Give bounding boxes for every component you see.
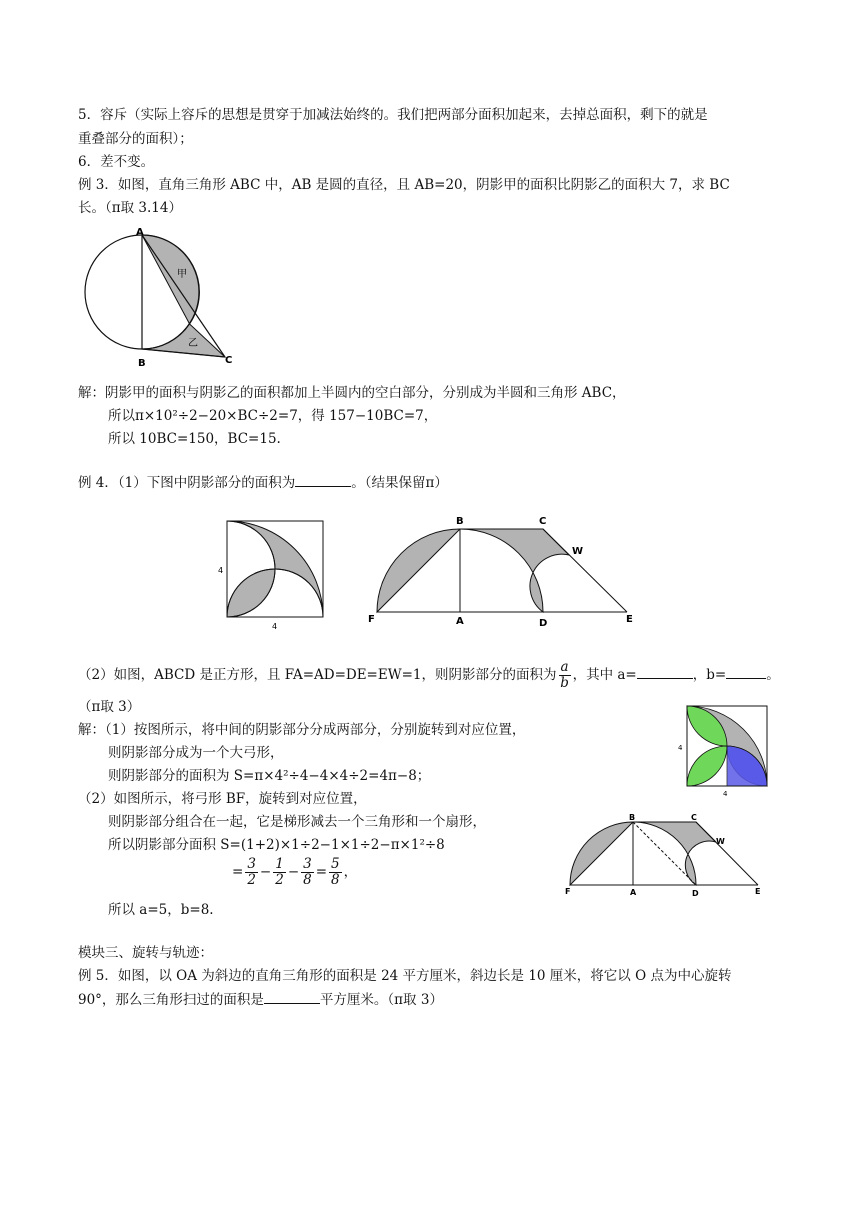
side-label-v: 4 bbox=[218, 566, 224, 575]
solution-4-line2: 则阴影部分成为一个大弓形， bbox=[108, 745, 284, 761]
answer-blank bbox=[264, 989, 320, 1004]
minus: − bbox=[259, 864, 272, 880]
label-c: C bbox=[225, 355, 233, 366]
num: 3 bbox=[303, 856, 312, 872]
green-lower bbox=[687, 746, 727, 786]
num: 3 bbox=[247, 856, 256, 872]
equals: = bbox=[315, 864, 328, 880]
example-4-end: 。 bbox=[766, 667, 780, 683]
label-b: B bbox=[138, 358, 146, 369]
example-3-line1: 例 3．如图，直角三角形 ABC 中，AB 是圆的直径，且 AB=20，阴影甲的面积比阴影乙的面积大 7，求 BC bbox=[78, 177, 730, 193]
side-label-h: 4 bbox=[723, 790, 728, 798]
den: 8 bbox=[303, 872, 312, 888]
label-jia: 甲 bbox=[177, 269, 187, 280]
num: 5 bbox=[331, 856, 340, 872]
module-3-heading: 模块三、旋转与轨迹： bbox=[78, 945, 213, 961]
a-blank bbox=[637, 664, 693, 679]
label-a: A bbox=[630, 888, 637, 897]
fraction-3-8 bbox=[301, 857, 314, 888]
example-4-line1 bbox=[78, 472, 448, 493]
shade-segment bbox=[570, 822, 633, 885]
label-b: B bbox=[629, 813, 636, 822]
figure-trapezoid-solution bbox=[560, 812, 770, 902]
solution-4-line5: 则阴影部分组合在一起，它是梯形减去一个三角形和一个扇形， bbox=[108, 814, 486, 830]
example-4-b-label: ，b= bbox=[692, 667, 727, 683]
fraction-1-2 bbox=[273, 857, 286, 888]
label-yi: 乙 bbox=[188, 338, 198, 349]
label-d: D bbox=[539, 618, 548, 629]
label-c: C bbox=[691, 813, 697, 822]
example-4-text: 例 4．（1）下图中阴影部分的面积为 bbox=[78, 475, 296, 491]
blue-lower bbox=[727, 746, 767, 786]
shade-right bbox=[460, 529, 569, 612]
shade-lower bbox=[227, 569, 275, 617]
fraction-numerator: a bbox=[560, 659, 569, 675]
example-4-part2-text: （2）如图，ABCD 是正方形，且 FA=AD=DE=EW=1，则阴影部分的面积为 bbox=[78, 667, 557, 683]
answer-blank bbox=[295, 472, 351, 487]
solution-4-line6: 所以阴影部分面积 S=(1+2)×1÷2−1×1÷2−π×1²÷8 bbox=[108, 837, 445, 853]
figure-circle-triangle bbox=[80, 225, 250, 375]
fraction-5-8 bbox=[329, 857, 342, 888]
solution-4-line4: （2）如图所示，将弓形 BF，旋转到对应位置， bbox=[78, 791, 367, 807]
minus: − bbox=[287, 864, 300, 880]
solution-3-line3: 所以 10BC=150，BC=15. bbox=[108, 431, 281, 447]
label-f: F bbox=[565, 887, 571, 896]
example-3-line2: 长。（π取 3.14） bbox=[78, 200, 182, 216]
fraction-a-over-b bbox=[559, 660, 571, 691]
example-5-line2 bbox=[78, 989, 443, 1010]
item-6: 6．差不变。 bbox=[78, 154, 155, 170]
example-5-unit: 平方厘米。（π取 3） bbox=[319, 992, 443, 1008]
side-label-v: 4 bbox=[678, 744, 683, 752]
shade-right bbox=[633, 822, 716, 885]
fraction-denominator: b bbox=[560, 675, 569, 691]
b-blank bbox=[726, 664, 766, 679]
figure-square-colored bbox=[675, 700, 775, 800]
label-e: E bbox=[626, 614, 633, 625]
solution-3-line2: 所以π×10²÷2−20×BC÷2=7，得 157−10BC=7， bbox=[108, 408, 438, 424]
label-b: B bbox=[456, 516, 464, 527]
green-upper bbox=[687, 706, 727, 746]
den: 2 bbox=[247, 872, 256, 888]
example-4-note: 。（结果保留π） bbox=[351, 475, 448, 491]
solution-3-line1: 解：阴影甲的面积与阴影乙的面积都加上半圆内的空白部分，分别成为半圆和三角形 ABC， bbox=[78, 385, 626, 401]
pi-note: （π取 3） bbox=[78, 699, 141, 715]
num: 1 bbox=[275, 856, 284, 872]
example-4-a-label: ，其中 a= bbox=[572, 667, 637, 683]
label-c: C bbox=[539, 516, 547, 527]
label-e: E bbox=[755, 887, 761, 896]
label-f: F bbox=[368, 614, 375, 625]
den: 2 bbox=[275, 872, 284, 888]
item-5-line2: 重叠部分的面积）； bbox=[78, 131, 193, 147]
calc-equals: = bbox=[232, 864, 244, 880]
example-4-part2 bbox=[78, 660, 780, 691]
shade-yi bbox=[142, 324, 225, 357]
example-5-line1: 例 5．如图，以 OA 为斜边的直角三角形的面积是 24 平方厘米，斜边长是 10 厘米，将它以 O 点为中心旋转 bbox=[78, 968, 732, 984]
solution-4-line7: 所以 a=5，b=8. bbox=[108, 902, 214, 918]
item-5-line1: 5．容斥（实际上容斥的思想是贯穿于加减法始终的。我们把两部分面积加起来，去掉总面积，剩下的就是 bbox=[78, 107, 708, 123]
figure-square-arcs bbox=[215, 513, 330, 633]
den: 8 bbox=[331, 872, 340, 888]
label-w: W bbox=[572, 546, 584, 557]
fraction-3-2 bbox=[245, 857, 258, 888]
solution-4-line1: 解：（1）按图所示，将中间的阴影部分分成两部分，分别旋转到对应位置， bbox=[78, 722, 526, 738]
comma: ， bbox=[343, 864, 358, 880]
label-d: D bbox=[692, 889, 699, 898]
label-a: A bbox=[136, 227, 144, 238]
label-w: W bbox=[716, 837, 725, 846]
shade-segment-bf bbox=[377, 529, 460, 612]
calculation bbox=[232, 855, 357, 889]
side-label-h: 4 bbox=[272, 622, 278, 631]
figure-trapezoid bbox=[365, 510, 645, 635]
solution-4-line3: 则阴影部分的面积为 S=π×4²÷4−4×4÷2=4π−8； bbox=[108, 768, 431, 784]
example-5-text: 90°，那么三角形扫过的面积是 bbox=[78, 992, 264, 1008]
label-a: A bbox=[456, 616, 464, 627]
